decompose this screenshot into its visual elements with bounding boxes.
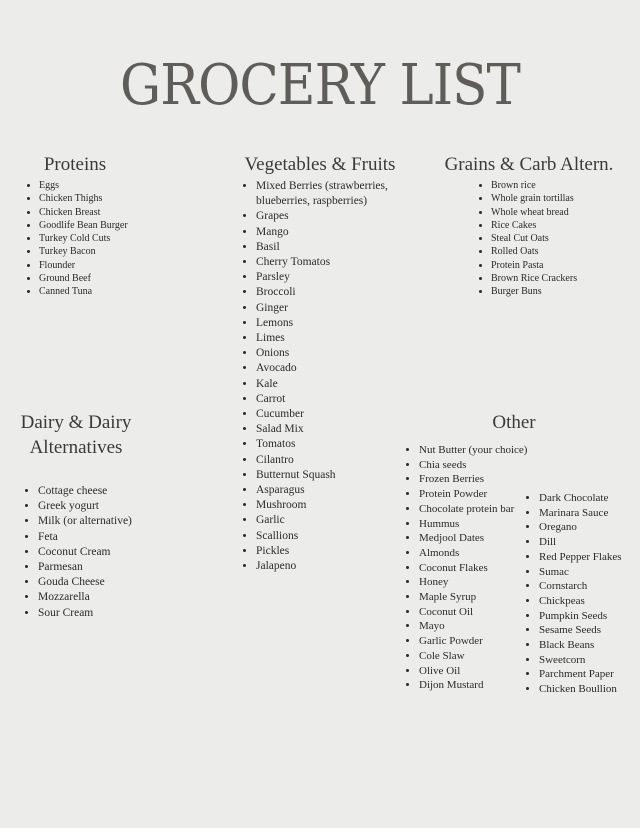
list-item: • Red Pepper Flakes — [539, 550, 640, 565]
list-item: • Black Beans — [539, 638, 640, 653]
list-item: • Medjool Dates — [419, 531, 529, 546]
list-item: • Brown rice — [491, 179, 631, 192]
list-item: • Dill — [539, 535, 640, 550]
list-item: • Chickpeas — [539, 594, 640, 609]
list-item: • Lemons — [256, 316, 406, 331]
list-item: • Jalapeno — [256, 559, 406, 574]
list-item: • Burger Buns — [491, 285, 631, 298]
list-item: • Kale — [256, 377, 406, 392]
list-item: • Cherry Tomatos — [256, 255, 406, 270]
list-item: • Marinara Sauce — [539, 506, 640, 521]
list-item: • Dijon Mustard — [419, 678, 529, 693]
list-item: • Pumpkin Seeds — [539, 609, 640, 624]
other-list-right — [526, 491, 640, 697]
list-item: • Ground Beef — [39, 272, 139, 285]
list-item: • Cornstarch — [539, 579, 640, 594]
list-item: • Whole grain tortillas — [491, 192, 631, 205]
grains-heading: Grains & Carb Altern. — [444, 154, 614, 175]
other-list-left — [406, 443, 529, 693]
list-item: • Ginger — [256, 301, 406, 316]
list-item: • Salad Mix — [256, 422, 406, 437]
dairy-heading — [16, 410, 136, 460]
list-item: • Olive Oil — [419, 664, 529, 679]
list-item: • Sweetcorn — [539, 653, 640, 668]
list-item: • Coconut Oil — [419, 605, 529, 620]
list-item: • Parmesan — [38, 560, 188, 575]
list-item: • Cilantro — [256, 453, 406, 468]
list-item: • Asparagus — [256, 483, 406, 498]
list-item: • Milk (or alternative) — [38, 514, 188, 529]
vegetables-heading: Vegetables & Fruits — [244, 154, 396, 175]
list-item: • Chicken Breast — [39, 206, 139, 219]
list-item: • Mayo — [419, 619, 529, 634]
list-item: • Broccoli — [256, 285, 406, 300]
list-item: • Hummus — [419, 517, 529, 532]
list-item: • Nut Butter (your choice) — [419, 443, 529, 458]
list-item: • Steal Cut Oats — [491, 232, 631, 245]
list-item: • Gouda Cheese — [38, 575, 188, 590]
list-item: • Carrot — [256, 392, 406, 407]
list-item: • Feta — [38, 530, 188, 545]
list-item: • Tomatos — [256, 437, 406, 452]
list-item: • Sumac — [539, 565, 640, 580]
list-item: • Chia seeds — [419, 458, 529, 473]
list-item: • Frozen Berries — [419, 472, 529, 487]
list-item: • Cottage cheese — [38, 484, 188, 499]
list-item: • Garlic — [256, 513, 406, 528]
dairy-heading-line1: Dairy & Dairy — [20, 412, 132, 433]
list-item: • Garlic Powder — [419, 634, 529, 649]
list-item: • Cole Slaw — [419, 649, 529, 664]
list-item: • Pickles — [256, 544, 406, 559]
list-item: • Goodlife Bean Burger — [39, 219, 139, 232]
list-item: • Protein Powder — [419, 487, 529, 502]
list-item: • Chocolate protein bar — [419, 502, 529, 517]
list-item: • Chicken Boullion — [539, 682, 640, 697]
list-item: • Almonds — [419, 546, 529, 561]
proteins-list — [26, 179, 139, 299]
list-item: • Limes — [256, 331, 406, 346]
list-item: • Mushroom — [256, 498, 406, 513]
list-item: • Avocado — [256, 361, 406, 376]
list-item: • Oregano — [539, 520, 640, 535]
list-item: • Grapes — [256, 209, 406, 224]
list-item: • Turkey Bacon — [39, 245, 139, 258]
list-item: • Eggs — [39, 179, 139, 192]
other-heading: Other — [492, 412, 536, 433]
list-item: • Turkey Cold Cuts — [39, 232, 139, 245]
list-item: • Greek yogurt — [38, 499, 188, 514]
page-title: GROCERY LIST — [120, 53, 520, 118]
vegetables-list — [243, 179, 406, 574]
list-item: • Sesame Seeds — [539, 623, 640, 638]
list-item: • Coconut Flakes — [419, 561, 529, 576]
dairy-heading-line2: Alternatives — [29, 437, 123, 458]
list-item: • Cucumber — [256, 407, 406, 422]
list-item: • Flounder — [39, 259, 139, 272]
dairy-list — [25, 484, 188, 621]
grains-list — [478, 179, 631, 299]
list-item: • Brown Rice Crackers — [491, 272, 631, 285]
list-item: • Butternut Squash — [256, 468, 406, 483]
list-item: • Coconut Cream — [38, 545, 188, 560]
list-item: • Dark Chocolate — [539, 491, 640, 506]
proteins-heading: Proteins — [43, 154, 107, 175]
list-item: • Canned Tuna — [39, 285, 139, 298]
list-item: • Mixed Berries (strawberries, blueberries, raspberries) — [256, 179, 406, 209]
list-item: • Chicken Thighs — [39, 192, 139, 205]
list-item: • Mozzarella — [38, 590, 188, 605]
list-item: • Scallions — [256, 529, 406, 544]
list-item: • Rice Cakes — [491, 219, 631, 232]
list-item: • Onions — [256, 346, 406, 361]
list-item: • Whole wheat bread — [491, 206, 631, 219]
list-item: • Maple Syrup — [419, 590, 529, 605]
list-item: • Rolled Oats — [491, 245, 631, 258]
list-item: • Mango — [256, 225, 406, 240]
list-item: • Parsley — [256, 270, 406, 285]
list-item: • Sour Cream — [38, 606, 188, 621]
list-item: • Protein Pasta — [491, 259, 631, 272]
list-item: • Honey — [419, 575, 529, 590]
list-item: • Basil — [256, 240, 406, 255]
list-item: • Parchment Paper — [539, 667, 640, 682]
